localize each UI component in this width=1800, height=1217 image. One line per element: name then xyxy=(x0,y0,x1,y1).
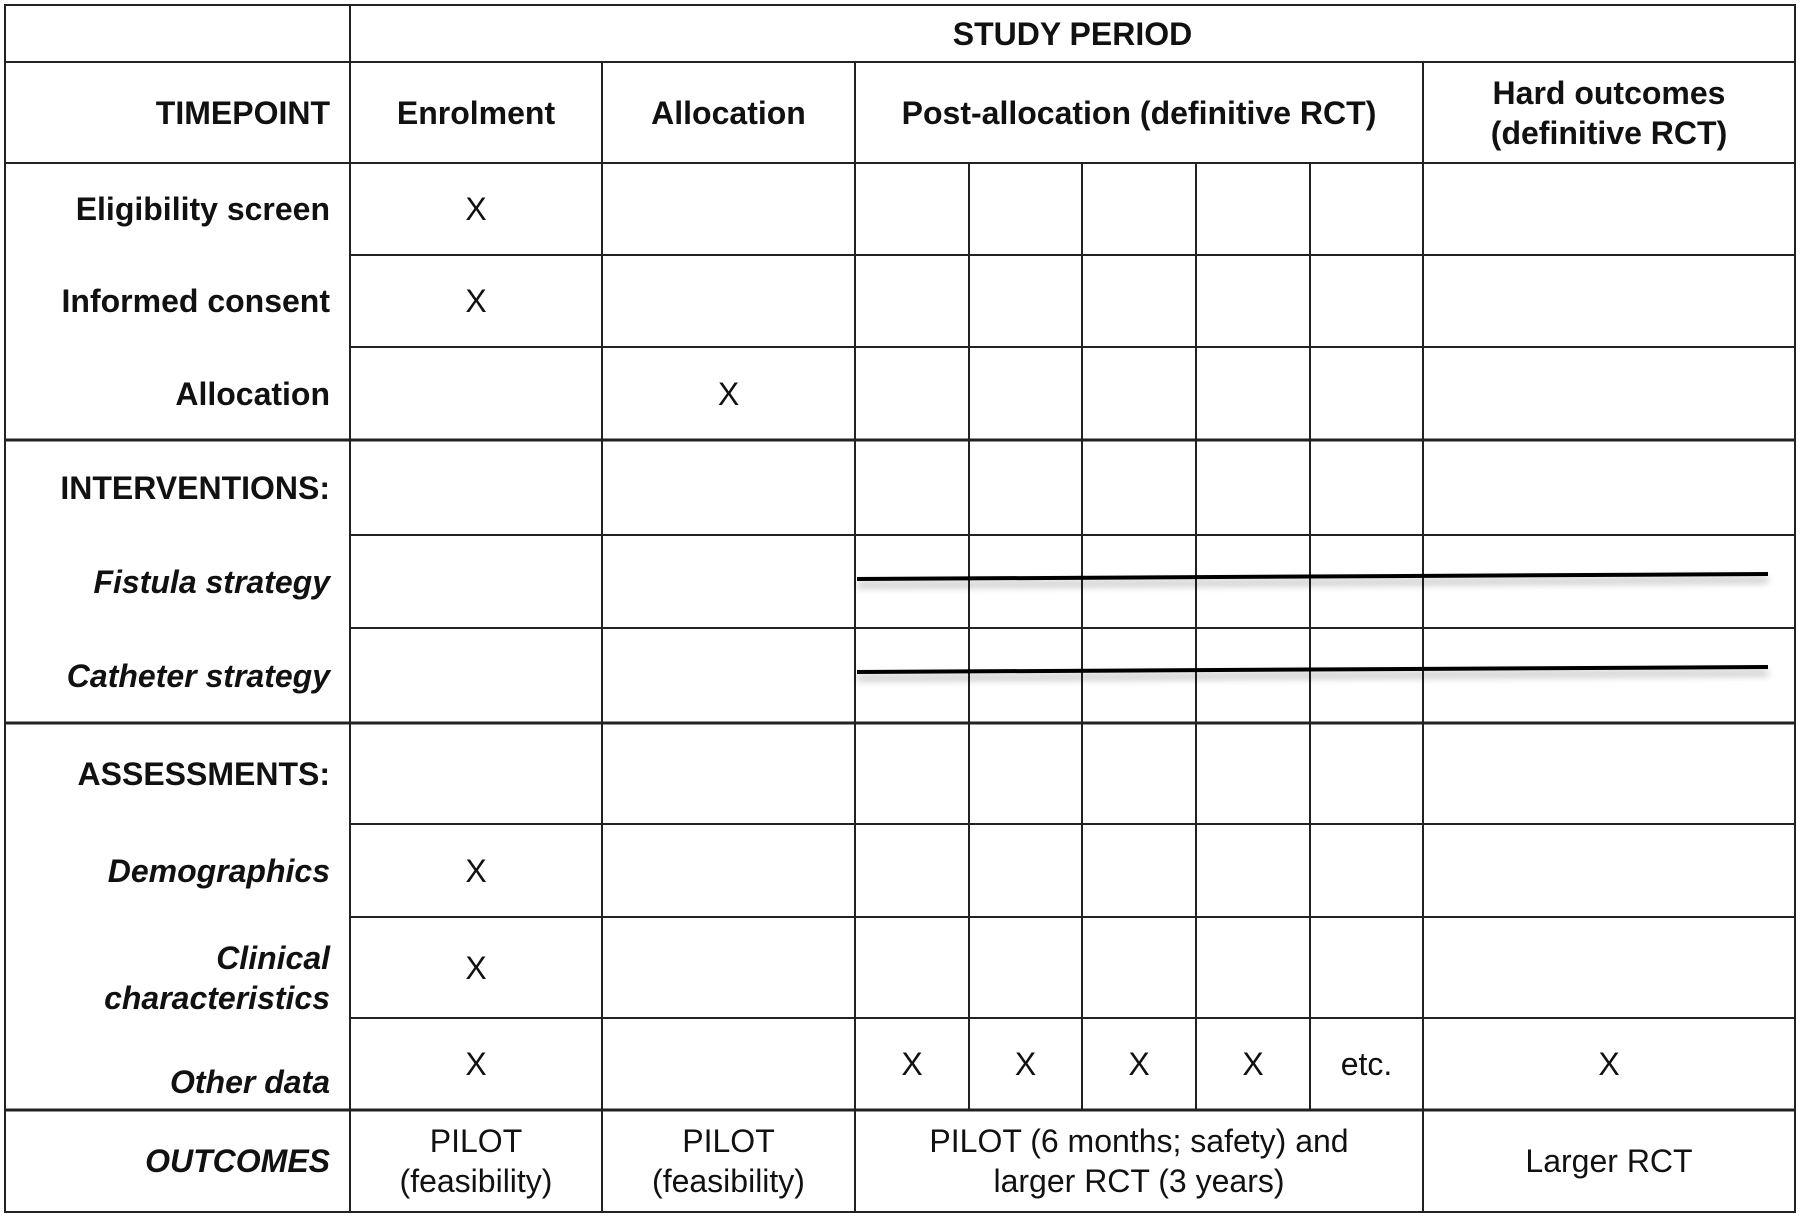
outcome-post-allocation xyxy=(855,1110,1423,1212)
outcome-allocation-line1: PILOT xyxy=(682,1123,775,1159)
row-clinical-characteristics xyxy=(5,917,350,1018)
outcome-enrolment xyxy=(350,1110,602,1212)
catheter-strategy-bar xyxy=(857,667,1768,672)
outcome-enrolment-line2: (feasibility) xyxy=(399,1163,553,1199)
row-assessments: ASSESSMENTS: xyxy=(77,755,330,792)
outcome-enrolment-line1: PILOT xyxy=(429,1123,523,1159)
row-informed-consent: Informed consent xyxy=(61,283,330,319)
outcome-post-line2: larger RCT (3 years) xyxy=(993,1163,1285,1199)
outcome-post-line1: PILOT (6 months; safety) and xyxy=(929,1123,1349,1159)
mark-allocation-allocation: X xyxy=(717,375,740,412)
column-enrolment: Enrolment xyxy=(396,94,556,131)
mark-other-post-1: X xyxy=(901,1046,923,1082)
mark-demographics-enrolment: X xyxy=(465,852,487,889)
study-period-header: STUDY PERIOD xyxy=(952,15,1193,52)
row-clinical-line2: characteristics xyxy=(104,980,330,1016)
column-allocation: Allocation xyxy=(651,94,806,131)
fistula-strategy-bar xyxy=(857,574,1768,579)
mark-other-post-etc: etc. xyxy=(1340,1046,1393,1082)
column-hard-outcomes-line2: (definitive RCT) xyxy=(1490,114,1728,151)
outcome-hard-outcomes: Larger RCT xyxy=(1525,1143,1693,1179)
row-catheter-strategy: Catheter strategy xyxy=(66,657,330,694)
mark-consent-enrolment: X xyxy=(465,283,487,319)
outcome-allocation xyxy=(602,1110,855,1212)
timepoint-label: TIMEPOINT xyxy=(155,94,330,131)
row-fistula-strategy: Fistula strategy xyxy=(93,563,330,600)
mark-other-hard-outcomes: X xyxy=(1598,1046,1620,1082)
outcome-allocation-line2: (feasibility) xyxy=(652,1163,805,1199)
row-clinical-line1: Clinical xyxy=(216,940,330,976)
mark-eligibility-enrolment: X xyxy=(465,191,487,227)
row-demographics: Demographics xyxy=(107,852,330,889)
mark-other-post-2: X xyxy=(1014,1046,1037,1082)
row-other-data: Other data xyxy=(169,1064,330,1100)
row-outcomes: OUTCOMES xyxy=(145,1143,330,1179)
mark-other-enrolment: X xyxy=(465,1046,487,1082)
column-post-allocation: Post-allocation (definitive RCT) xyxy=(901,94,1377,131)
row-allocation: Allocation xyxy=(175,375,330,412)
column-hard-outcomes-line1: Hard outcomes xyxy=(1492,74,1726,111)
mark-other-post-3: X xyxy=(1128,1046,1150,1082)
mark-clinical-enrolment: X xyxy=(465,949,487,986)
column-hard-outcomes xyxy=(1423,62,1795,163)
row-eligibility-screen: Eligibility screen xyxy=(75,191,330,227)
mark-other-post-4: X xyxy=(1242,1046,1264,1082)
row-interventions: INTERVENTIONS: xyxy=(60,469,330,506)
